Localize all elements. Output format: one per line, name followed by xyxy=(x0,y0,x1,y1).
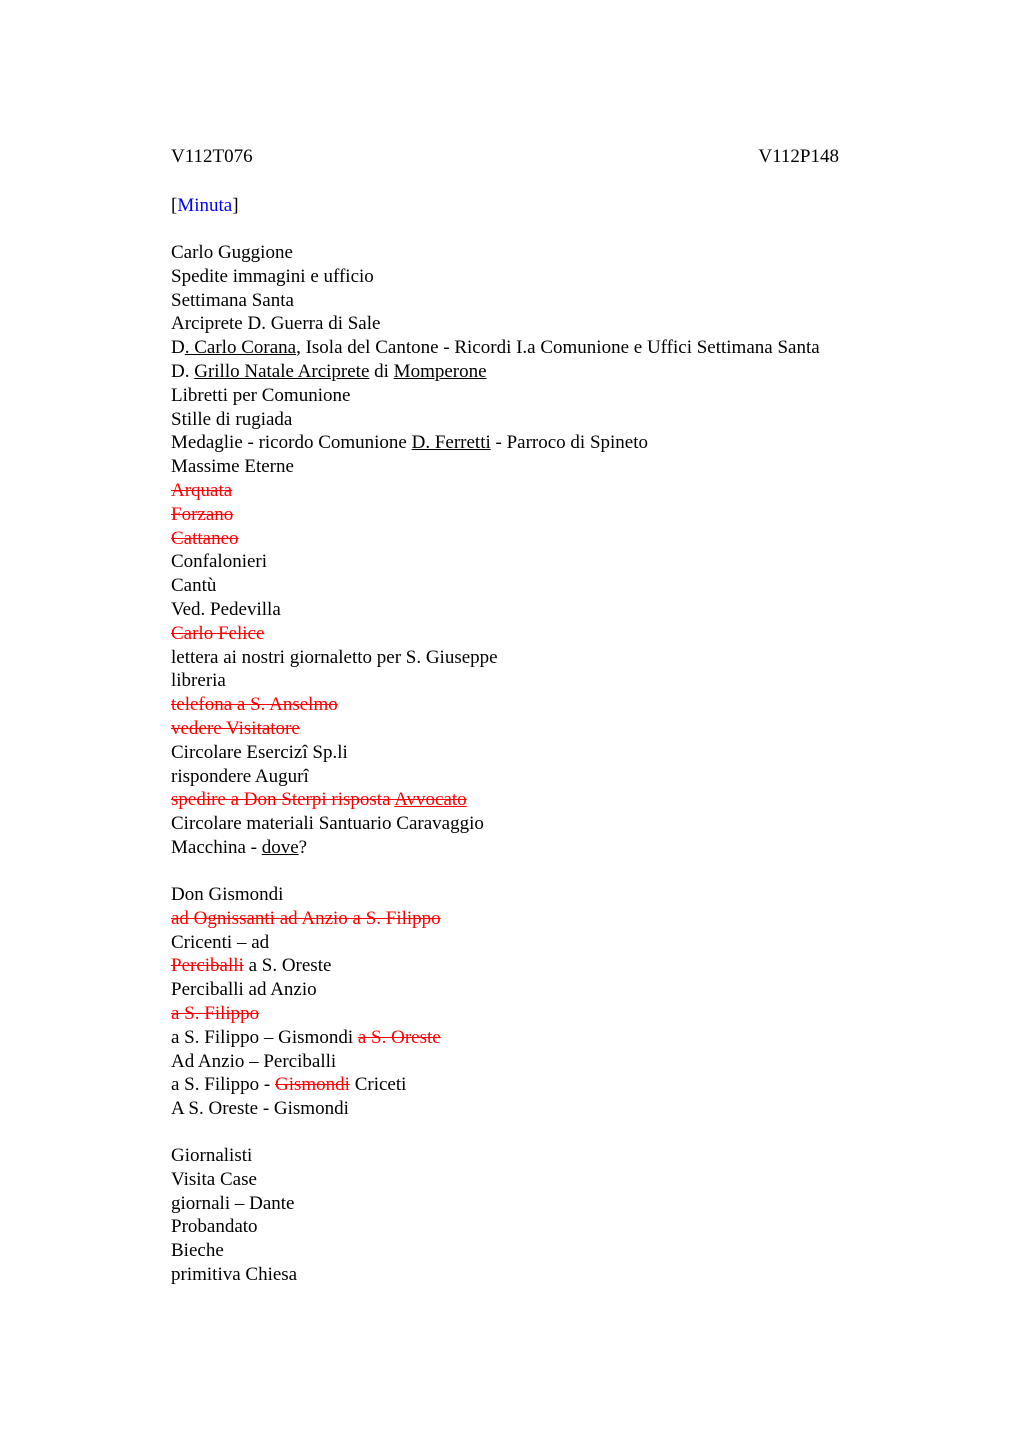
line: Bieche xyxy=(171,1240,224,1262)
line: Cantù xyxy=(171,575,217,597)
line xyxy=(171,336,820,360)
line: Settimana Santa xyxy=(171,289,294,311)
line: Libretti per Comunione xyxy=(171,384,351,406)
line: giornali – Dante xyxy=(171,1192,295,1214)
struck-text: Gismondi xyxy=(274,1074,350,1096)
line: Arciprete D. Guerra di Sale xyxy=(171,313,381,335)
section-list-3 xyxy=(171,1144,297,1287)
page-header xyxy=(171,146,839,170)
line: Giornalisti xyxy=(171,1145,253,1166)
line: Massime Eterne xyxy=(171,456,294,478)
struck-line: telefona a S. Anselmo xyxy=(171,694,338,716)
line: A S. Oreste - Gismondi xyxy=(171,1098,349,1120)
text: a S. Filippo - xyxy=(171,1074,275,1096)
struck-text: spedire a Don Sterpi risposta xyxy=(171,789,395,811)
line xyxy=(171,765,820,789)
line xyxy=(171,788,820,812)
line: Spedite immagini e ufficio xyxy=(171,265,374,287)
section-list-1 xyxy=(171,241,820,860)
underlined-text: Momperone xyxy=(393,360,487,382)
line: Cricenti – ad xyxy=(171,931,270,953)
underlined-text: . Carlo Corana xyxy=(184,337,297,359)
section-list-2 xyxy=(171,883,441,1121)
line: Circolare materiali Santuario Caravaggio xyxy=(171,813,484,835)
line: Don Gismondi xyxy=(171,884,284,905)
line: Probandato xyxy=(171,1216,258,1238)
text: - Parroco di Spineto xyxy=(490,432,649,454)
text: Macchina - xyxy=(171,836,262,858)
line: Carlo Guggione xyxy=(171,242,293,263)
line: Perciballi ad Anzio xyxy=(171,979,317,1001)
line xyxy=(171,1073,441,1097)
underlined-text: dove xyxy=(261,836,299,858)
line xyxy=(171,431,820,455)
line: Visita Case xyxy=(171,1168,257,1190)
line xyxy=(171,360,820,384)
text: Criceti xyxy=(349,1074,407,1096)
minuta-tag xyxy=(171,195,239,217)
line xyxy=(171,1026,441,1050)
text: Medaglie - ricordo Comunione xyxy=(171,432,412,454)
line: libreria xyxy=(171,670,226,692)
struck-underlined-text: Avvocato xyxy=(394,789,467,811)
minuta-label: Minuta xyxy=(177,195,233,216)
text: Circolare Esercizi xyxy=(171,741,308,763)
line xyxy=(171,836,820,860)
text: a S. Filippo – Gismondi xyxy=(171,1026,358,1048)
struck-line: a S. Filippo xyxy=(171,1002,260,1024)
line: Confalonieri xyxy=(171,551,268,573)
underlined-text: Grillo Natale Arciprete xyxy=(194,360,370,382)
text: D. xyxy=(171,360,195,382)
text: ? xyxy=(298,836,308,858)
struck-line: Carlo Felice xyxy=(171,622,265,644)
struck-line: vedere Visitatore xyxy=(171,717,300,739)
struck-line: Arquata xyxy=(171,479,233,501)
bracket-close: ] xyxy=(232,195,239,216)
struck-text: Perciballi xyxy=(171,955,244,977)
text: di xyxy=(369,360,394,382)
line xyxy=(171,741,820,765)
line: primitiva Chiesa xyxy=(171,1263,298,1285)
right-code: V112P148 xyxy=(758,146,839,167)
struck-line: Cattaneo xyxy=(171,527,239,549)
text: a S. Oreste xyxy=(243,955,332,977)
line: lettera ai nostri giornaletto per S. Giuseppe xyxy=(171,646,498,668)
line: Ad Anzio – Perciballi xyxy=(171,1050,337,1072)
text: D xyxy=(171,337,185,359)
text: Sp.li xyxy=(307,741,348,763)
bracket-open: [ xyxy=(171,195,178,216)
struck-text: a S. Oreste xyxy=(357,1026,441,1048)
line xyxy=(171,954,441,978)
struck-line: Forzano xyxy=(171,503,234,525)
left-code: V112T076 xyxy=(171,146,253,167)
line: Ved. Pedevilla xyxy=(171,598,281,620)
struck-line: ad Ognissanti ad Anzio a S. Filippo xyxy=(171,907,441,929)
text: rispondere Auguri xyxy=(171,765,309,787)
text: , Isola del Cantone - Ricordi I.a Comunione e Uffici Settimana Santa xyxy=(296,337,820,359)
line: Stille di rugiada xyxy=(171,408,293,430)
underlined-text: D. Ferretti xyxy=(411,432,491,454)
